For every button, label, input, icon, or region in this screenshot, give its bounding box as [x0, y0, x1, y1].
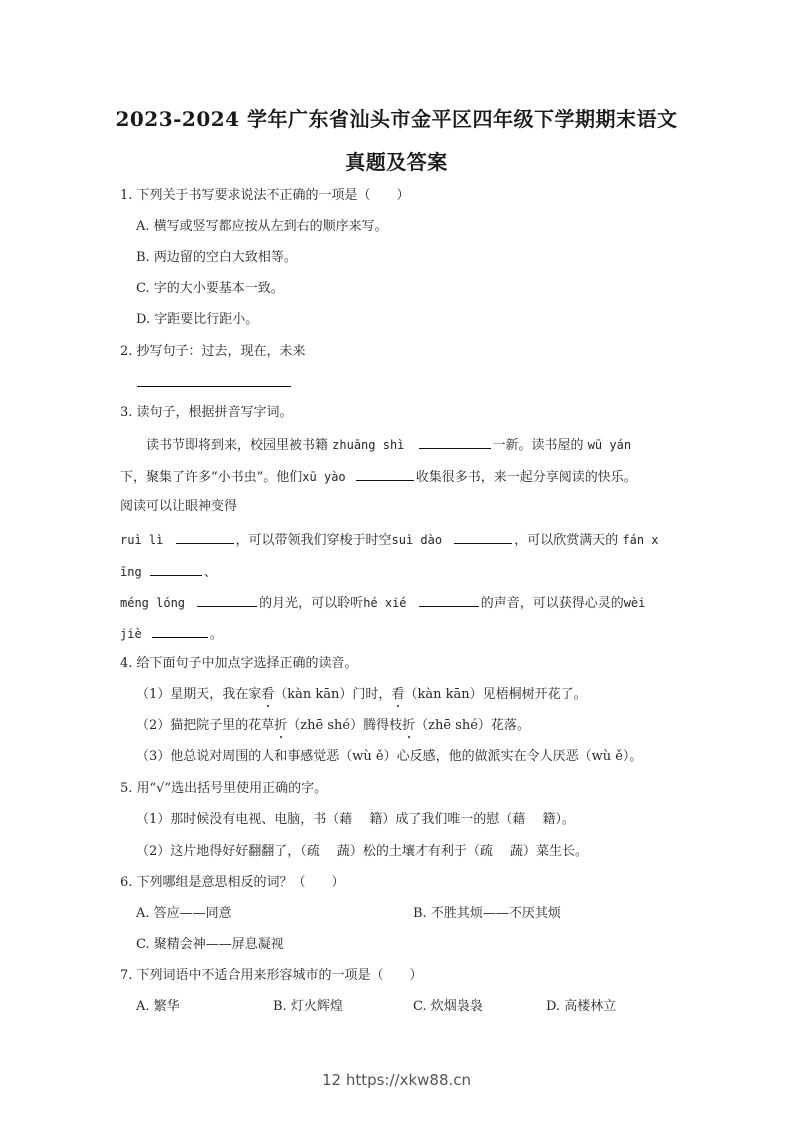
text-segment: ，可以带领我们穿梭于时空: [235, 533, 392, 548]
text-segment: （kàn kān）见梧桐树开花了。: [404, 687, 587, 702]
answer-blank[interactable]: [152, 624, 208, 638]
dotted-character: 折: [274, 718, 288, 733]
document-title-line1: 2023-2024 学年广东省汕头市金平区四年级下学期期末语文: [115, 107, 678, 131]
pinyin: xū yào: [302, 470, 346, 484]
question-1-option-c: C. 字的大小要基本一致。: [136, 281, 284, 296]
question-3-line-2: [120, 467, 637, 487]
question-7-option-a: A. 繁华: [136, 999, 180, 1014]
text-segment: （kàn kān）门时，: [274, 687, 392, 702]
pinyin: wèi: [623, 596, 646, 610]
question-6-option-b: B. 不胜其烦——不厌其烦: [413, 906, 561, 921]
pinyin: suì dào: [391, 533, 443, 547]
question-3-line-1: [146, 435, 631, 455]
question-6-option-c: C. 聚精会神——屏息凝视: [136, 937, 284, 952]
document-title-line2: 真题及答案: [345, 150, 448, 174]
question-1-stem: 1. 下列关于书写要求说法不正确的一项是（ ）: [120, 188, 410, 203]
question-5-stem: 5. 用“√”选出括号里使用正确的字。: [120, 781, 328, 796]
text-segment: 收集很多书，来一起分享阅读的快乐。: [415, 470, 637, 485]
text-segment: 的月光，可以聆听: [259, 596, 364, 611]
question-3-line-5: [120, 562, 217, 582]
answer-blank[interactable]: [356, 467, 414, 481]
question-3-line-6: [120, 593, 645, 613]
answer-blank[interactable]: [176, 530, 234, 544]
question-1-option-d: D. 字距要比行距小。: [136, 312, 259, 327]
question-7-option-c: C. 炊烟袅袅: [413, 999, 483, 1014]
question-1-option-a: A. 横写或竖写都应按从左到右的顺序来写。: [136, 219, 388, 234]
question-1-option-b: B. 两边留的空白大致相等。: [136, 250, 297, 265]
answer-blank[interactable]: [137, 373, 291, 387]
dotted-character: 折: [402, 718, 416, 733]
question-3-line-4: [120, 530, 659, 550]
question-4-sentence-2: [136, 717, 530, 735]
pinyin: ruì lì: [120, 533, 164, 547]
question-5-sentence-2: （2）这片地得好好翻翻了，（疏 蔬）松的土壤才有利于（疏 蔬）菜生长。: [136, 844, 589, 859]
answer-blank[interactable]: [454, 530, 512, 544]
pinyin: īng: [120, 565, 142, 579]
question-7-option-d: D. 高楼林立: [546, 999, 617, 1014]
text-segment: 的声音，可以获得心灵的: [480, 596, 624, 611]
question-6-stem: 6. 下列哪组是意思相反的词？（ ）: [120, 875, 345, 890]
text-segment: 一新。读书屋的: [492, 438, 584, 453]
text-segment: ，可以欣赏满天的: [514, 533, 619, 548]
text-segment: 读书节即将到来，校园里被书籍: [146, 438, 329, 453]
answer-blank[interactable]: [150, 562, 202, 576]
question-7-option-b: B. 灯火辉煌: [273, 999, 343, 1014]
pinyin: méng lóng: [120, 596, 186, 610]
pinyin: fán x: [622, 533, 659, 547]
question-2-answer-blank[interactable]: [137, 373, 291, 393]
text-segment: （zhē shé）花落。: [415, 718, 530, 733]
question-3-stem: 3. 读句子，根据拼音写字词。: [120, 405, 293, 420]
dotted-character: 看: [391, 687, 405, 702]
answer-blank[interactable]: [419, 435, 491, 449]
page-footer: 12 https://xkw88.cn: [321, 1071, 472, 1089]
answer-blank[interactable]: [197, 593, 257, 607]
question-6-option-a: A. 答应——同意: [136, 906, 232, 921]
text-segment: 、: [203, 565, 217, 580]
dotted-character: 看: [261, 687, 275, 702]
text-segment: （2）猫把院子里的花草: [136, 718, 275, 733]
text-segment: 下，聚集了许多“小书虫”。他们: [120, 470, 303, 485]
question-4-stem: 4. 给下面句子中加点字选择正确的读音。: [120, 656, 358, 671]
answer-blank[interactable]: [419, 593, 479, 607]
pinyin: hé xié: [363, 596, 407, 610]
question-3-line-7: [120, 624, 223, 644]
pinyin: zhuāng shì: [332, 438, 405, 452]
question-3-line-3: 阅读可以让眼神变得: [120, 499, 238, 514]
question-2-stem: 2. 抄写句子：过去，现在，未来: [120, 344, 306, 359]
text-segment: 。: [209, 627, 223, 642]
text-segment: （1）星期天，我在家: [136, 687, 262, 702]
question-4-sentence-3: （3）他总说对周围的人和事感觉恶（wù ě）心反感，他的做派实在令人厌恶（wù ě）。: [136, 749, 643, 764]
text-segment: （zhē shé）腾得枝: [287, 718, 403, 733]
pinyin: jiè: [120, 627, 142, 641]
question-4-sentence-1: [136, 686, 587, 704]
pinyin: wū yán: [587, 438, 632, 452]
question-5-sentence-1: （1）那时候没有电视、电脑，书（藉 籍）成了我们唯一的慰（藉 籍）。: [136, 812, 576, 827]
question-7-stem: 7. 下列词语中不适合用来形容城市的一项是（ ）: [120, 968, 423, 983]
